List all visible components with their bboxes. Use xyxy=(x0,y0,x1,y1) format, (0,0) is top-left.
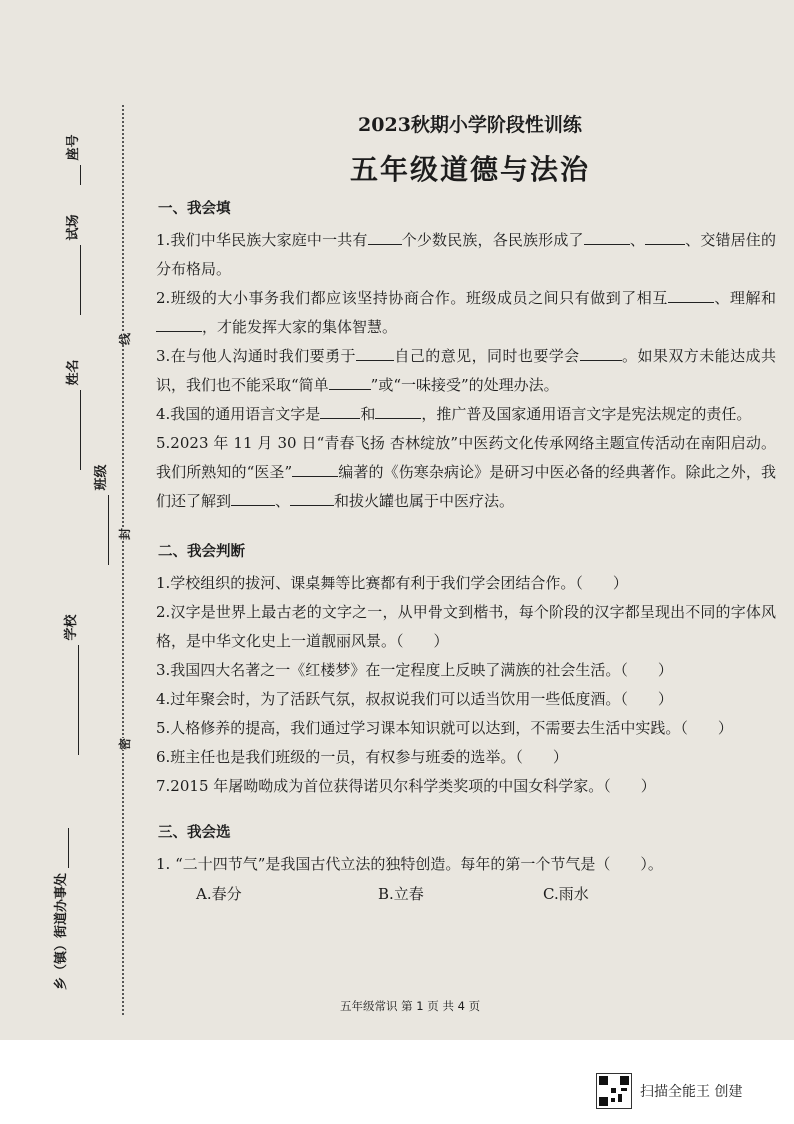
seat-label: 座号 xyxy=(66,134,81,161)
q1-blank-1[interactable] xyxy=(368,227,402,245)
choose-options-1 xyxy=(156,879,776,909)
name-label: 姓名 xyxy=(66,359,81,386)
school-label: 学校 xyxy=(64,614,79,641)
qr-code-icon xyxy=(596,1073,632,1109)
judge-item-4: 4.过年聚会时，为了活跃气氛，叔叔说我们可以适当饮用一些低度酒。（ ） xyxy=(156,690,673,708)
q5-blank-3[interactable] xyxy=(290,488,334,506)
binding-dotted-line xyxy=(122,105,124,1015)
q1-blank-3[interactable] xyxy=(645,227,685,245)
judge-item-6: 6.班主任也是我们班级的一员，有权参与班委的选举。（ ） xyxy=(156,748,568,766)
q2-text-a: 2.班级的大小事务我们都应该坚持协商合作。班级成员之间只有做到了相互 xyxy=(156,289,668,307)
q5-text-d: 和拔火罐也属于中医疗法。 xyxy=(334,492,515,510)
q4-text-c: ，推广普及国家通用语言文字是宪法规定的责任。 xyxy=(421,405,752,423)
scanner-watermark xyxy=(596,1073,742,1109)
cut-mark-seal: 封 xyxy=(118,527,132,540)
cut-mark-secret: 密 xyxy=(118,737,132,750)
q3-blank-2[interactable] xyxy=(580,343,622,361)
seat-field xyxy=(62,134,81,185)
exam-title: 五年级道德与法治 xyxy=(349,153,590,186)
exam-room-field xyxy=(62,214,81,315)
q1-text-b: 个少数民族，各民族形成了 xyxy=(401,231,584,249)
q3-text-b: 自己的意见，同时也要学会 xyxy=(393,347,580,365)
choose-question-1: 1. “二十四节气”是我国古代立法的独特创造。每年的第一个节气是（ ）。 xyxy=(156,855,663,873)
township-field xyxy=(50,828,69,990)
section-choose-heading: 三、我会选 xyxy=(158,825,231,841)
q3-text-d: ”或“一味接受”的处理办法。 xyxy=(370,376,559,394)
judge-item-1: 1.学校组织的拔河、课桌舞等比赛都有利于我们学会团结合作。（ ） xyxy=(156,574,628,592)
q4-text-b: 和 xyxy=(360,405,376,423)
binding-margin xyxy=(0,95,150,1035)
seat-line xyxy=(80,165,81,185)
section-judge-heading: 二、我会判断 xyxy=(158,544,245,560)
class-line xyxy=(108,495,109,565)
q5-blank-2[interactable] xyxy=(231,488,275,506)
page-footer: 五年级常识 第 1 页 共 4 页 xyxy=(340,999,481,1013)
option-c[interactable]: C.雨水 xyxy=(543,885,589,903)
fill-question-5 xyxy=(156,429,776,516)
school-field xyxy=(60,614,79,755)
q1-blank-2[interactable] xyxy=(584,227,630,245)
q5-text-c: 、 xyxy=(275,492,291,510)
judge-item-2: 2.汉字是世界上最古老的文字之一，从甲骨文到楷书，每个阶段的汉字都呈现出不同的字体风格，是中华文化史上一道靓丽风景。（ ） xyxy=(156,603,776,650)
q4-blank-1[interactable] xyxy=(320,401,360,419)
q3-text-a: 3.在与他人沟通时我们要勇于 xyxy=(156,347,356,365)
fill-question-2 xyxy=(156,284,776,342)
judge-item-5: 5.人格修养的提高，我们通过学习课本知识就可以达到，不需要去生活中实践。（ ） xyxy=(156,719,733,737)
cut-mark-line: 线 xyxy=(118,332,132,345)
q2-blank-1[interactable] xyxy=(668,285,714,303)
name-field xyxy=(62,359,81,470)
option-a[interactable]: A.春分 xyxy=(196,885,242,903)
section-fill-heading: 一、我会填 xyxy=(158,201,231,217)
judge-item-7: 7.2015 年屠呦呦成为首位获得诺贝尔科学类奖项的中国女科学家。（ ） xyxy=(156,777,656,795)
exam-room-line xyxy=(80,245,81,315)
fill-question-3 xyxy=(156,342,776,400)
q1-text-c: 、 xyxy=(629,231,645,249)
q3-blank-3[interactable] xyxy=(329,372,371,390)
q5-text-a: 5.2023 年 11 月 30 日“青春飞扬 杏林绽放”中医药文化传承网络主题宣传活动在南阳启动。我们所熟知的“医圣” xyxy=(156,434,776,481)
q5-blank-1[interactable] xyxy=(292,459,338,477)
exam-content xyxy=(156,197,776,909)
q2-text-b: 、理解和 xyxy=(713,289,776,307)
q3-text-c: 。如果双方未能达成共识，我们也不能采取“简单 xyxy=(156,347,776,394)
scanner-label: 扫描全能王 创建 xyxy=(640,1084,743,1100)
q3-blank-1[interactable] xyxy=(356,343,394,361)
q1-text-a: 1.我们中华民族大家庭中一共有 xyxy=(156,231,368,249)
judge-item-3: 3.我国四大名著之一《红楼梦》在一定程度上反映了满族的社会生活。（ ） xyxy=(156,661,673,679)
name-line xyxy=(80,390,81,470)
option-b[interactable]: B.立春 xyxy=(378,885,424,903)
exam-subtitle: 2023秋期小学阶段性训练 xyxy=(358,114,582,136)
q2-blank-2[interactable] xyxy=(156,314,202,332)
township-line xyxy=(68,828,69,868)
q4-blank-2[interactable] xyxy=(375,401,421,419)
fill-question-4 xyxy=(156,400,776,429)
q4-text-a: 4.我国的通用语言文字是 xyxy=(156,405,321,423)
fill-question-1 xyxy=(156,226,776,284)
q5-text-b: 编著的《伤寒杂病论》是研习中医必备的经典著作。除此之外，我们还了解到 xyxy=(156,463,776,510)
q2-text-c: ，才能发挥大家的集体智慧。 xyxy=(202,318,398,336)
exam-room-label: 试场 xyxy=(66,214,81,241)
township-label: 乡（镇）街道办事处 xyxy=(54,872,69,990)
class-label: 班级 xyxy=(94,464,109,491)
class-field xyxy=(90,464,109,565)
school-line xyxy=(78,645,79,755)
q1-text-d: 、交错居住的分布格局。 xyxy=(156,231,776,278)
